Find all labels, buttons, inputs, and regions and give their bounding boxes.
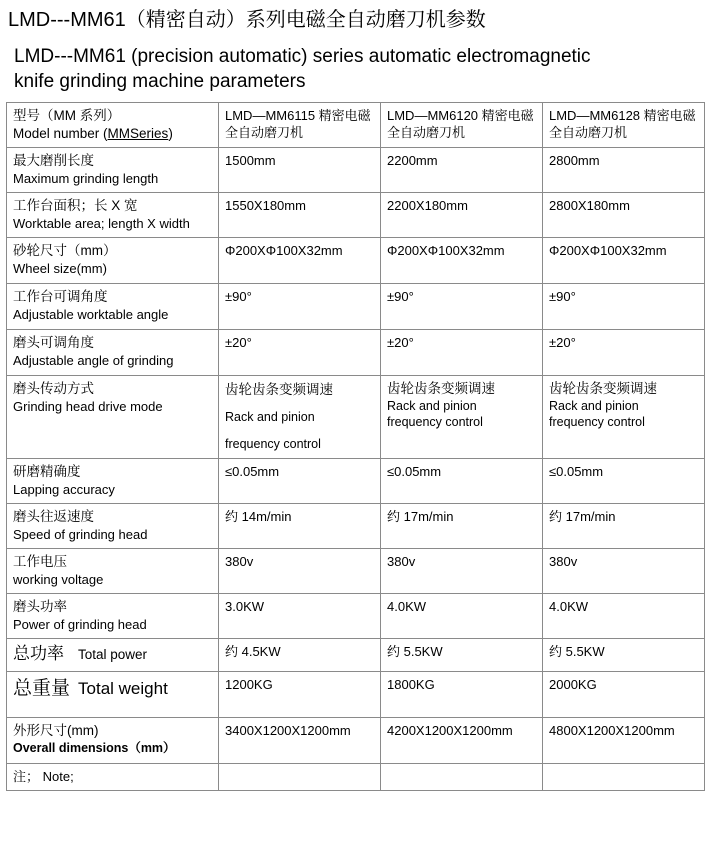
row-value-1: 约 4.5KW (219, 639, 381, 672)
row-label-en: Maximum grinding length (13, 171, 159, 186)
row-value-1: 3400X1200X1200mm (219, 718, 381, 764)
row-label (7, 594, 219, 639)
table-row-total-power (7, 639, 705, 672)
row-label (7, 718, 219, 764)
row-value-2: ±90° (381, 284, 543, 330)
row-label-cn: 工作台可调角度 (13, 289, 108, 304)
row-value-3: ≤0.05mm (543, 459, 705, 504)
row-value-2: 1800KG (381, 672, 543, 718)
row-label (7, 504, 219, 549)
specifications-table (6, 102, 705, 791)
drive-mode-en-1a: Rack and pinion (225, 410, 315, 424)
table-row (7, 193, 705, 238)
row-label (7, 330, 219, 376)
note-value-1 (219, 764, 381, 791)
row-value-2: 约 17m/min (381, 504, 543, 549)
row-value-3: 4.0KW (543, 594, 705, 639)
row-label-en: Adjustable worktable angle (13, 307, 169, 322)
row-value-1: 1550X180mm (219, 193, 381, 238)
row-label (7, 549, 219, 594)
table-row-drive-mode (7, 376, 705, 459)
row-label (7, 376, 219, 459)
table-row (7, 594, 705, 639)
row-value-2 (381, 376, 543, 459)
header-model-en-underlined: MMSeries (107, 126, 169, 141)
note-value-3 (543, 764, 705, 791)
row-label (7, 284, 219, 330)
row-value-3: 2000KG (543, 672, 705, 718)
table-row (7, 459, 705, 504)
row-label-cn: 磨头可调角度 (13, 335, 94, 350)
header-cell-model-2: LMD—MM6120 精密电磁全自动磨刀机 (381, 103, 543, 148)
total-weight-cn: 总重量 (13, 678, 71, 699)
row-value-2: Φ200XΦ100X32mm (381, 238, 543, 284)
row-label-en: Worktable area; length X width (13, 216, 190, 231)
row-label-cn: 磨头传动方式 (13, 381, 94, 396)
row-label-en: Grinding head drive mode (13, 399, 163, 414)
row-value-1: 1500mm (219, 148, 381, 193)
row-value-3: ±20° (543, 330, 705, 376)
drive-mode-en-2a: Rack and pinion (387, 399, 477, 413)
row-label-en: Wheel size(mm) (13, 261, 107, 276)
row-label (7, 193, 219, 238)
table-row-overall-dimensions (7, 718, 705, 764)
total-weight-en: Total weight (78, 679, 168, 698)
table-row-note (7, 764, 705, 791)
row-value-3: 2800mm (543, 148, 705, 193)
row-value-2: 4.0KW (381, 594, 543, 639)
drive-mode-en-3a: Rack and pinion (549, 399, 639, 413)
row-label-en: Lapping accuracy (13, 482, 115, 497)
page-title-english: LMD---MM61 (precision automatic) series automatic electromagnetic knife grinding machine parameters (14, 46, 591, 92)
row-label-en: Adjustable angle of grinding (13, 353, 174, 368)
row-label (7, 459, 219, 504)
row-value-1: 3.0KW (219, 594, 381, 639)
row-value-3: 约 5.5KW (543, 639, 705, 672)
row-label-cn: 砂轮尺寸（mm） (13, 243, 117, 258)
table-row (7, 238, 705, 284)
header-cell-model-3: LMD—MM6128 精密电磁全自动磨刀机 (543, 103, 705, 148)
header-model-en: Model number (MMSeries) (13, 126, 173, 141)
table-row (7, 549, 705, 594)
row-value-1: ≤0.05mm (219, 459, 381, 504)
note-label: 注； Note; (7, 764, 219, 791)
row-value-2: ±20° (381, 330, 543, 376)
row-value-3: 2800X180mm (543, 193, 705, 238)
row-label-cn: 最大磨削长度 (13, 153, 94, 168)
row-value-2: 约 5.5KW (381, 639, 543, 672)
row-label-en: Power of grinding head (13, 617, 147, 632)
row-value-2: 4200X1200X1200mm (381, 718, 543, 764)
table-row (7, 148, 705, 193)
drive-mode-en-1b: frequency control (225, 437, 321, 451)
row-value-1 (219, 376, 381, 459)
page-title-chinese: LMD---MM61（精密自动）系列电磁全自动磨刀机参数 (8, 9, 486, 31)
row-label (7, 148, 219, 193)
note-value-2 (381, 764, 543, 791)
table-row (7, 504, 705, 549)
table-row-total-weight (7, 672, 705, 718)
row-value-3: 380v (543, 549, 705, 594)
row-value-1: Φ200XΦ100X32mm (219, 238, 381, 284)
row-label-cn: 工作电压 (13, 554, 67, 569)
row-label-cn: 研磨精确度 (13, 464, 81, 479)
header-model-cn: 型号（MM 系列） (13, 108, 121, 123)
row-label (7, 672, 219, 718)
row-label-cn: 磨头功率 (13, 599, 67, 614)
table-row (7, 330, 705, 376)
table-header-row (7, 103, 705, 148)
row-label-cn: 磨头往返速度 (13, 509, 94, 524)
total-power-en: Total power (78, 647, 148, 662)
row-value-1: ±90° (219, 284, 381, 330)
row-value-3 (543, 376, 705, 459)
row-label (7, 639, 219, 672)
header-cell-model-1: LMD—MM6115 精密电磁全自动磨刀机 (219, 103, 381, 148)
row-value-3: 约 17m/min (543, 504, 705, 549)
row-value-2: 380v (381, 549, 543, 594)
row-label (7, 238, 219, 284)
header-cell-model (7, 103, 219, 148)
drive-mode-en-2b: frequency control (387, 415, 483, 429)
row-label-en: working voltage (13, 572, 104, 587)
row-value-3: 4800X1200X1200mm (543, 718, 705, 764)
drive-mode-cn-3: 齿轮齿条变频调速 (549, 381, 657, 396)
row-value-1: ±20° (219, 330, 381, 376)
row-value-3: ±90° (543, 284, 705, 330)
drive-mode-cn-1: 齿轮齿条变频调速 (225, 382, 333, 397)
row-value-1: 约 14m/min (219, 504, 381, 549)
overall-dimensions-en: Overall dimensions（mm） (13, 741, 176, 755)
table-row (7, 284, 705, 330)
row-value-2: ≤0.05mm (381, 459, 543, 504)
row-value-3: Φ200XΦ100X32mm (543, 238, 705, 284)
row-value-2: 2200X180mm (381, 193, 543, 238)
overall-dimensions-cn: 外形尺寸(mm) (13, 723, 99, 738)
row-label-cn: 工作台面积；长 X 宽 (13, 198, 138, 213)
row-value-2: 2200mm (381, 148, 543, 193)
drive-mode-cn-2: 齿轮齿条变频调速 (387, 381, 495, 396)
drive-mode-en-3b: frequency control (549, 415, 645, 429)
total-power-cn: 总功率 (13, 644, 64, 663)
row-value-1: 1200KG (219, 672, 381, 718)
row-label-en: Speed of grinding head (13, 527, 148, 542)
row-value-1: 380v (219, 549, 381, 594)
